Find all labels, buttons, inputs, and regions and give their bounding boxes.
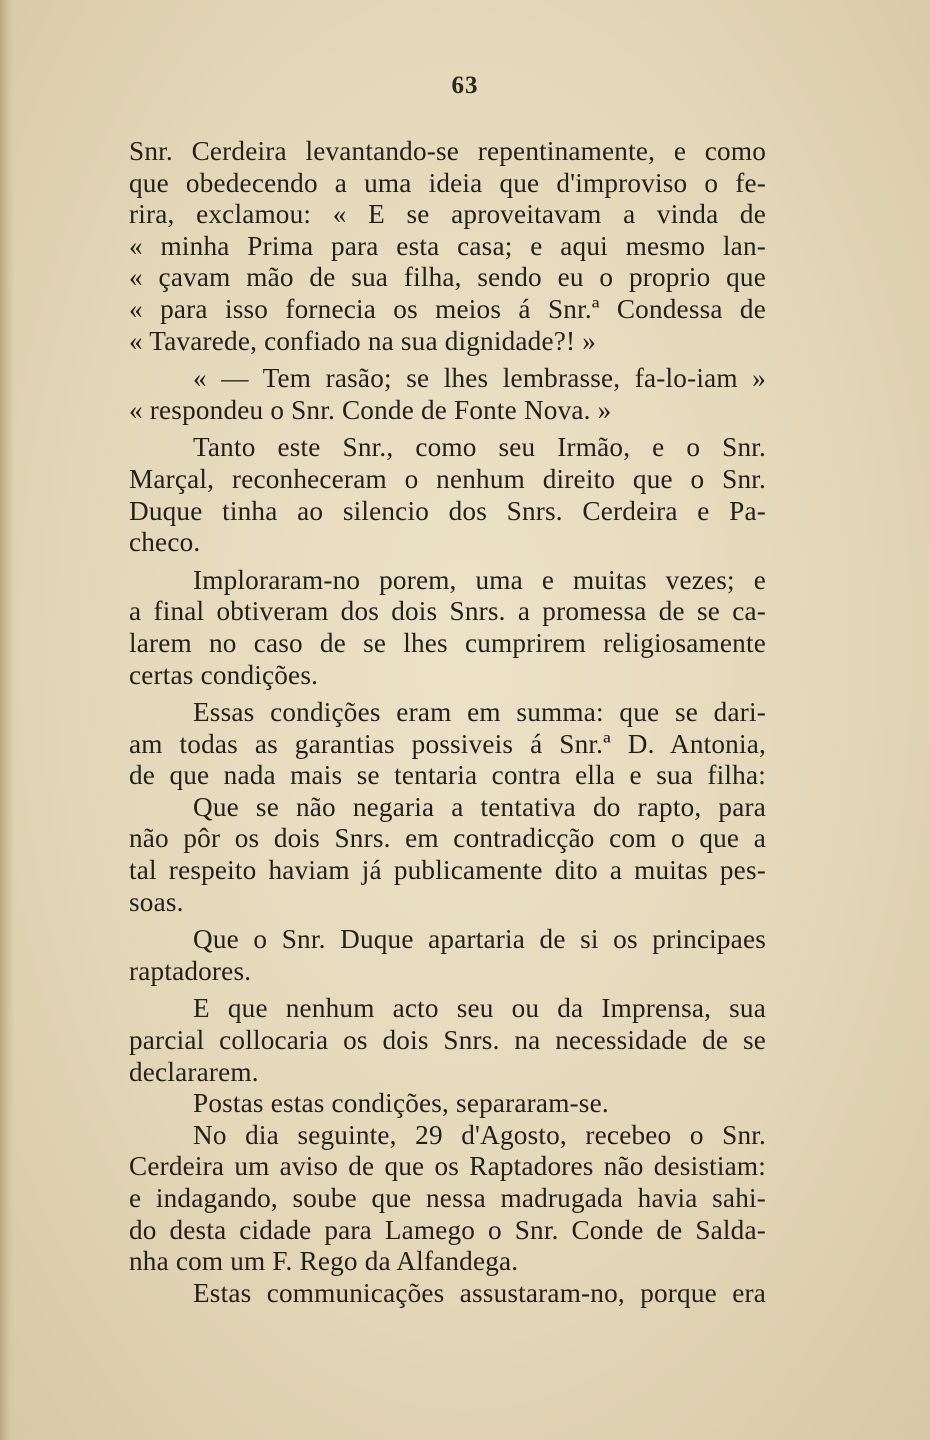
text-line: parcial collocaria os dois Snrs. na necessidade de se [129,1025,766,1056]
text-line: Essas condições eram em summa: que se dari- [193,697,766,728]
page-number: 63 [451,72,479,99]
text-line: soas. [129,886,184,917]
text-line: tal respeito haviam já publicamente dito a muitas pes- [129,855,766,886]
text-line: am todas as garantias possiveis á Snr.ª D. Antonia, [129,728,766,759]
text-line: No dia seguinte, 29 d'Agosto, recebeo o Snr. [193,1119,766,1150]
text-line: certas condições. [129,659,319,690]
text-line: Snr. Cerdeira levantando-se repentinamente, e como [129,136,766,166]
text-line: Duque tinha ao silencio dos Snrs. Cerdeira e Pa- [129,495,766,526]
text-line: « çavam mão de sua filha, sendo eu o proprio que [129,262,766,293]
text-line: Estas communicações assustaram-no, porque era [193,1277,766,1308]
text-line: que obedecendo a uma ideia que d'improviso o fe- [129,167,766,198]
text-line: a final obtiveram dos dois Snrs. a promessa de se ca- [129,596,766,627]
text-line: Cerdeira um aviso de que os Raptadores não desistiam: [129,1151,766,1182]
text-line: Tanto este Snr., como seu Irmão, e o Snr. [193,432,766,463]
text-line: Imploraram-no porem, uma e muitas vezes; e [193,564,766,595]
text-line: nha com um F. Rego da Alfandega. [129,1246,519,1277]
text-line: declararem. [129,1056,259,1087]
text-line: rira, exclamou: « E se aproveitavam a vinda de [129,199,766,230]
text-line: larem no caso de se lhes cumprirem religiosamente [129,627,766,658]
text-line: checo. [129,527,201,558]
text-line: Que se não negaria a tentativa do rapto, para [193,791,766,822]
text-line: E que nenhum acto seu ou da Imprensa, sua [193,993,766,1024]
text-line: « Tavarede, confiado na sua dignidade?! » [129,325,597,356]
text-line: « para isso fornecia os meios á Snr.ª Condessa de [129,293,766,324]
text-line: não pôr os dois Snrs. em contradicção com o que a [129,823,766,854]
text-line: « respondeu o Snr. Conde de Fonte Nova. » [129,394,612,425]
text-line: raptadores. [129,955,252,986]
text-line: de que nada mais se tentaria contra ella e sua filha: [129,760,766,791]
text-line: Marçal, reconheceram o nenhum direito que o Snr. [129,463,766,494]
text-line: « — Tem rasão; se lhes lembrasse, fa-lo-iam » [193,363,766,394]
page-binding-edge [0,0,14,1440]
text-line: do desta cidade para Lamego o Snr. Conde de Salda- [129,1214,766,1245]
text-line: Que o Snr. Duque apartaria de si os principaes [193,924,766,955]
text-line: Postas estas condições, separaram-se. [193,1088,609,1119]
body-text [129,136,766,1309]
text-line: e indagando, soube que nessa madrugada havia sahi- [129,1183,766,1213]
text-line: « minha Prima para esta casa; e aqui mesmo lan- [129,230,766,261]
